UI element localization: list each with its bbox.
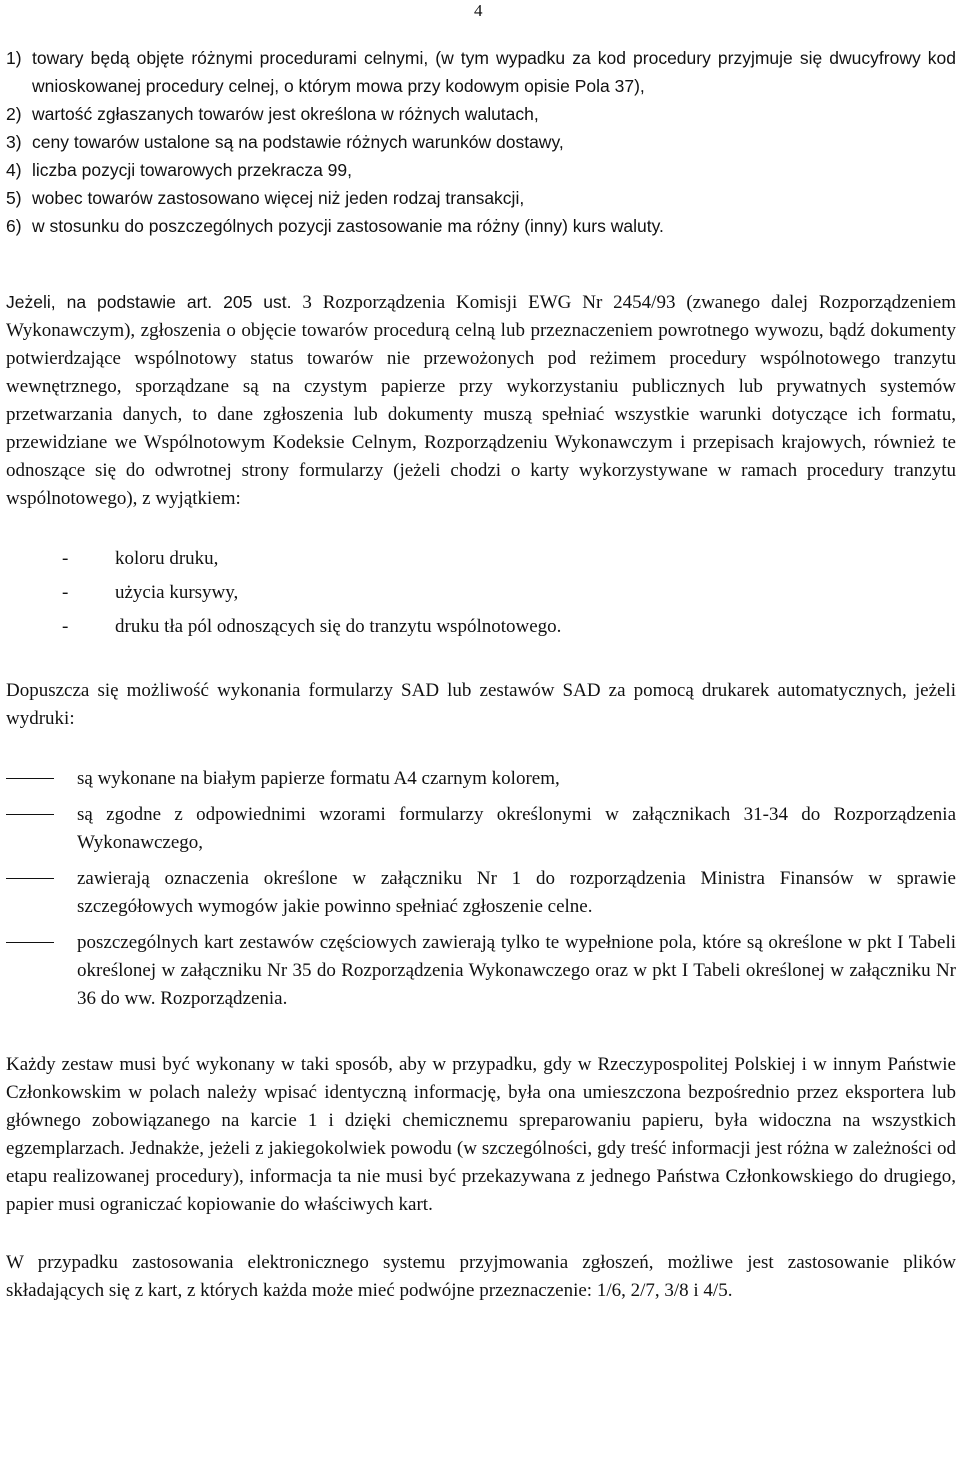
list-item-number: 6) xyxy=(6,216,22,236)
list-item-text: w stosunku do poszczególnych pozycji zastosowanie ma różny (inny) kurs waluty. xyxy=(32,216,664,236)
list-item-text: wobec towarów zastosowano więcej niż jeden rodzaj transakcji, xyxy=(32,188,525,208)
document-body xyxy=(6,44,956,1305)
list-item-number: 2) xyxy=(6,104,22,124)
dash-bullet: - xyxy=(62,548,69,569)
list-item xyxy=(6,801,956,857)
paragraph-art-205-lead: Jeżeli, na podstawie art. 205 ust. xyxy=(6,292,292,312)
list-item xyxy=(6,545,956,573)
list-item xyxy=(6,765,956,793)
paragraph-electronic: W przypadku zastosowania elektronicznego systemu przyjmowania zgłoszeń, możliwe jest zastosowanie plików składających się z kart, z których każda może mieć podwójne przeznaczenie: 1/6, 2/7, 3/8 i 4/5. xyxy=(6,1252,956,1301)
list-item-text: druku tła pól odnoszących się do tranzytu wspólnotowego. xyxy=(115,616,562,637)
list-item-text: zawierają oznaczenia określone w załączniku Nr 1 do rozporządzenia Ministra Finansów w sprawie szczegółowych wymogów jakie powinno spełniać zgłoszenie celne. xyxy=(77,868,956,917)
exceptions-list xyxy=(6,545,956,641)
paragraph-art-205 xyxy=(6,288,956,513)
dash-bullet xyxy=(6,878,54,879)
list-item-text: wartość zgłaszanych towarów jest określona w różnych walutach, xyxy=(32,104,539,124)
intro-numbered-list xyxy=(6,44,956,240)
dash-bullet xyxy=(6,814,54,815)
paragraph-zestaw: Każdy zestaw musi być wykonany w taki sposób, aby w przypadku, gdy w Rzeczypospolitej Polskiej i w innym Państwie Członkowskim w polach należy wpisać identyczną informację, była ona umieszczona bezpośrednio przez eksportera lub głównego zobowiązanego na karcie 1 i dzięki chemicznemu spreparowaniu papieru, była widoczna na wszystkich egzemplarzach. Jednakże, jeżeli z jakiegokolwiek powodu (w szczególności, gdy treść informacji jest różna w zależności od etapu realizowanej procedury), informacja ta nie musi być przekazywana z jednego Państwa Członkowskiego do drugiego, papier musi ograniczać kopiowanie do właściwych kart. xyxy=(6,1054,956,1215)
list-item-number: 3) xyxy=(6,132,22,152)
dash-bullet: - xyxy=(62,616,69,637)
list-item xyxy=(6,212,956,240)
list-item-text: są wykonane na białym papierze formatu A4 czarnym kolorem, xyxy=(77,768,560,789)
list-item-text: liczba pozycji towarowych przekracza 99, xyxy=(32,160,352,180)
list-item xyxy=(6,128,956,156)
list-item-text: są zgodne z odpowiednimi wzorami formularzy określonymi w załącznikach 31-34 do Rozporządzenia Wykonawczego, xyxy=(77,804,956,853)
list-item-text: koloru druku, xyxy=(115,548,219,569)
list-item-number: 5) xyxy=(6,188,22,208)
conditions-list xyxy=(6,765,956,1013)
dash-bullet xyxy=(6,942,54,943)
list-item xyxy=(6,579,956,607)
dash-bullet xyxy=(6,778,54,779)
list-item xyxy=(6,184,956,212)
list-item-number: 1) xyxy=(6,48,22,68)
paragraph-art-205-text: 3 Rozporządzenia Komisji EWG Nr 2454/93 (zwanego dalej Rozporządzeniem Wykonawczym), zgłoszenia o objęcie towarów procedurą celną lub przeznaczeniem powrotnego wywozu, bądź dokumenty potwierdzające wspólnotowy status towarów nie przewożonych pod reżimem procedury wspólnotowego tranzytu wewnętrznego, sporządzane są na czystym papierze przy wykorzystaniu publicznych lub prywatnych systemów przetwarzania danych, to dane zgłoszenia lub dokumenty muszą spełniać wszystkie warunki dotyczące ich formatu, przewidziane we Wspólnotowym Kodeksie Celnym, Rozporządzeniu Wykonawczym i przepisach krajowych, również te odnoszące się do odwrotnej strony formularzy (jeżeli chodzi o karty wykorzystywane w ramach procedury tranzytu wspólnotowego), z wyjątkiem: xyxy=(6,292,956,509)
list-item xyxy=(6,100,956,128)
list-item-number: 4) xyxy=(6,160,22,180)
list-item-text: użycia kursywy, xyxy=(115,582,239,603)
list-item xyxy=(6,44,956,100)
list-item xyxy=(6,929,956,1013)
list-item xyxy=(6,613,956,641)
list-item-text: ceny towarów ustalone są na podstawie różnych warunków dostawy, xyxy=(32,132,564,152)
paragraph-sad: Dopuszcza się możliwość wykonania formularzy SAD lub zestawów SAD za pomocą drukarek automatycznych, jeżeli wydruki: xyxy=(6,680,956,729)
list-item xyxy=(6,865,956,921)
dash-bullet: - xyxy=(62,582,69,603)
list-item-text: poszczególnych kart zestawów częściowych zawierają tylko te wypełnione pola, które są określone w pkt I Tabeli określonej w załączniku Nr 35 do Rozporządzenia Wykonawczego oraz w pkt I Tabeli określonej w załączniku Nr 36 do ww. Rozporządzenia. xyxy=(77,932,956,1009)
list-item xyxy=(6,156,956,184)
page-number: 4 xyxy=(474,1,483,20)
list-item-text: towary będą objęte różnymi procedurami celnymi, (w tym wypadku za kod procedury przyjmuje się dwucyfrowy kod wnioskowanej procedury celnej, o którym mowa przy kodowym opisie Pola 37), xyxy=(32,48,956,96)
